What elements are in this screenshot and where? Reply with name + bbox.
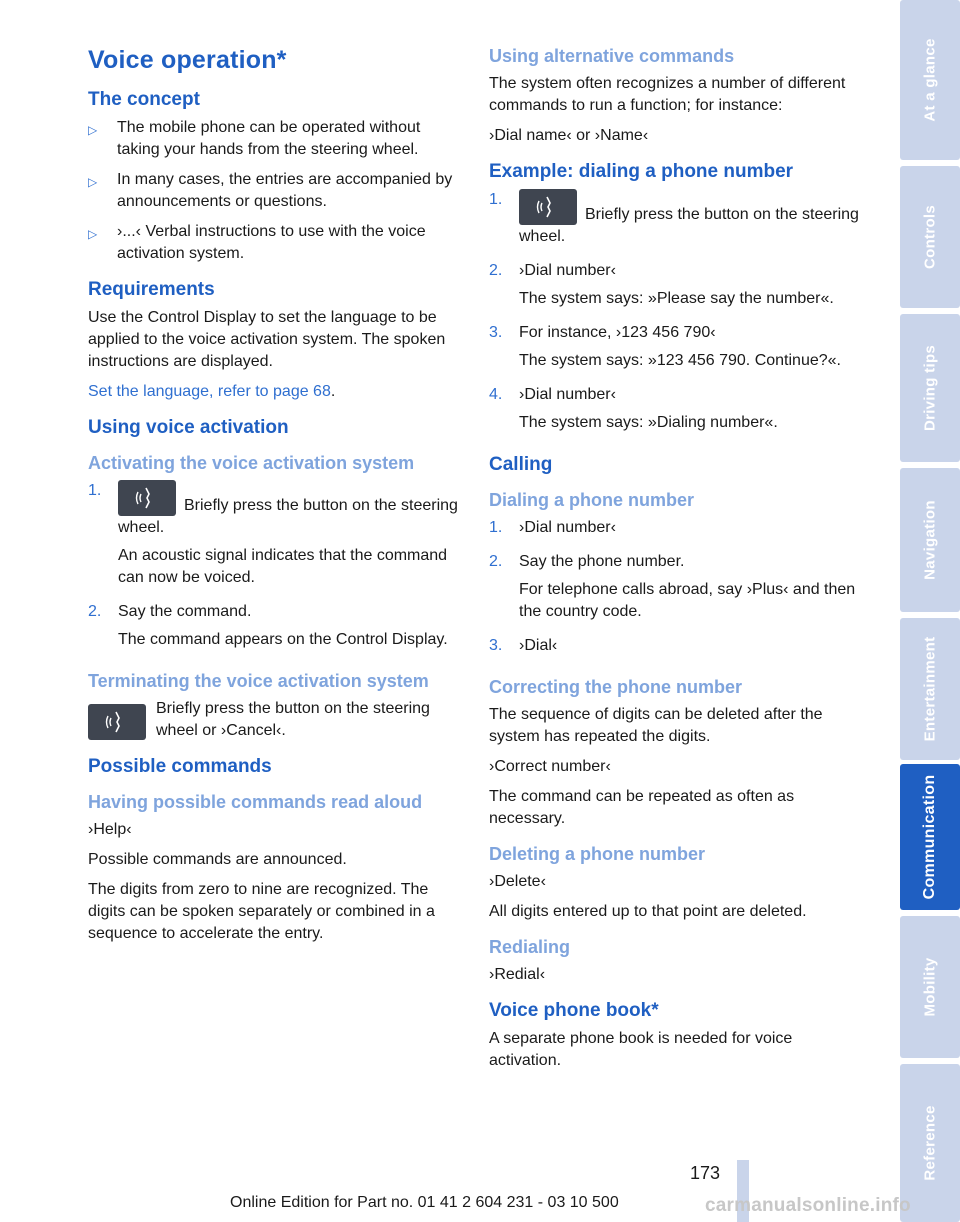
terminating-row — [88, 698, 463, 742]
edition-footer: Online Edition for Part no. 01 41 2 604 231 - 03 10 500 — [230, 1194, 619, 1211]
heading-redialing: Redialing — [489, 937, 571, 957]
watermark: carmanualsonline.info — [705, 1195, 911, 1216]
readaloud-text: Possible commands are announced. — [88, 851, 347, 868]
tab-reference[interactable]: Reference — [900, 1064, 960, 1222]
bullet-item: ▷ The mobile phone can be operated without taking your hands from the steering wheel. — [88, 117, 463, 161]
tab-communication[interactable]: Communication — [900, 764, 960, 910]
step-item: 1. Briefly press the button on the steering wheel. An acoustic signal indicates that the command can now be voiced. — [88, 482, 458, 586]
page-title: Voice operation* — [88, 46, 287, 74]
redial-command: ›Redial‹ — [489, 966, 546, 983]
bullet-item: ▷ ›...‹ Verbal instructions to use with the voice activation system. — [88, 221, 463, 265]
step-item: 2. Say the command. The command appears on the Control Display. — [88, 603, 448, 648]
heading-using-voice-activation: Using voice activation — [88, 417, 289, 438]
heading-requirements: Requirements — [88, 279, 215, 300]
delete-command: ›Delete‹ — [489, 873, 546, 890]
alt-example: ›Dial name‹ or ›Name‹ — [489, 127, 649, 144]
heading-concept: The concept — [88, 89, 200, 110]
digits-text: The digits from zero to nine are recognized. The digits can be spoken separately or combined in a sequence to accelerate the entry. — [88, 881, 435, 942]
step-item: 2. ›Dial number‹ The system says: »Please say the number«. — [489, 262, 834, 307]
step-item: 4. ›Dial number‹ The system says: »Dialing number«. — [489, 386, 778, 431]
triangle-bullet-icon: ▷ — [88, 227, 98, 241]
heading-deleting: Deleting a phone number — [489, 844, 706, 864]
requirements-link-line: Set the language, refer to page 68. — [88, 383, 336, 400]
voice-command-button-icon — [118, 480, 176, 516]
heading-alternative-commands: Using alternative commands — [489, 46, 735, 66]
correct-command: ›Correct number‹ — [489, 758, 611, 775]
right-column: Using alternative commands The system often recognizes a number of different commands to run a function; for instance: ›Dial name‹ or ›Name‹ Example: dialing a phone number 1. Briefly press the button on the steering wheel. 2. ›Dial number‹ The system says: »Please say the number«. 3. For instance, ›123 456 790‹ The system says: »123 456 790. Continue?«. 4. ›Dial number‹ The system says: »Dialing number«. Calling Dialing a phone number 1. ›Dial number‹ 2. Say the phone number. For telephone calls abroad, say ›Plus‹ and then the country code. 3. ›Dial‹ Correcting the phone number The sequence of digits can be deleted after the system has repeated the digits. ›Correct number‹ The command can be repeated as often as necessary. Deleting a phone number ›Delete‹ All digits entered up to that point are deleted. Redialing ›Redial‹ Voice phone book* A separate phone book is needed for voice activation. — [489, 40, 861, 1080]
heading-calling: Calling — [489, 454, 553, 475]
step-item: 3. ›Dial‹ — [489, 637, 558, 654]
chapter-sidebar — [900, 0, 960, 1222]
triangle-bullet-icon: ▷ — [88, 123, 98, 137]
bullet-item: ▷ In many cases, the entries are accompanied by announcements or questions. — [88, 169, 463, 213]
triangle-bullet-icon: ▷ — [88, 175, 98, 189]
heading-example: Example: dialing a phone number — [489, 161, 794, 182]
requirements-text: Use the Control Display to set the language to be applied to the voice activation system. The spoken instructions are displayed. — [88, 309, 446, 370]
heading-activating: Activating the voice activation system — [88, 453, 415, 473]
tab-at-a-glance[interactable]: At a glance — [900, 0, 960, 160]
voice-command-button-icon — [88, 704, 146, 740]
page-reference-link[interactable]: Set the language, refer to page 68 — [88, 383, 331, 400]
tab-driving-tips[interactable]: Driving tips — [900, 314, 960, 462]
tab-navigation[interactable]: Navigation — [900, 468, 960, 612]
terminating-text: Briefly press the button on the steering wheel or ›Cancel‹. — [156, 700, 430, 739]
help-command: ›Help‹ — [88, 821, 132, 838]
heading-read-aloud: Having possible commands read aloud — [88, 792, 423, 812]
step-item: 1. Briefly press the button on the steering wheel. — [489, 191, 859, 245]
heading-correcting: Correcting the phone number — [489, 677, 743, 697]
heading-possible-commands: Possible commands — [88, 756, 272, 777]
alt-text: The system often recognizes a number of different commands to run a function; for instance: — [489, 75, 846, 114]
step-item: 1. ›Dial number‹ — [489, 519, 616, 536]
heading-dialing: Dialing a phone number — [489, 490, 695, 510]
tab-controls[interactable]: Controls — [900, 166, 960, 308]
heading-terminating: Terminating the voice activation system — [88, 671, 429, 691]
left-column — [88, 40, 463, 953]
page-number: 173 — [690, 1163, 721, 1183]
tab-mobility[interactable]: Mobility — [900, 916, 960, 1058]
voice-command-button-icon — [519, 189, 577, 225]
step-item: 3. For instance, ›123 456 790‹ The system says: »123 456 790. Continue?«. — [489, 324, 841, 369]
tab-entertainment[interactable]: Entertainment — [900, 618, 960, 760]
heading-phone-book: Voice phone book* — [489, 1000, 659, 1021]
step-item: 2. Say the phone number. For telephone calls abroad, say ›Plus‹ and then the country code. — [489, 553, 856, 620]
